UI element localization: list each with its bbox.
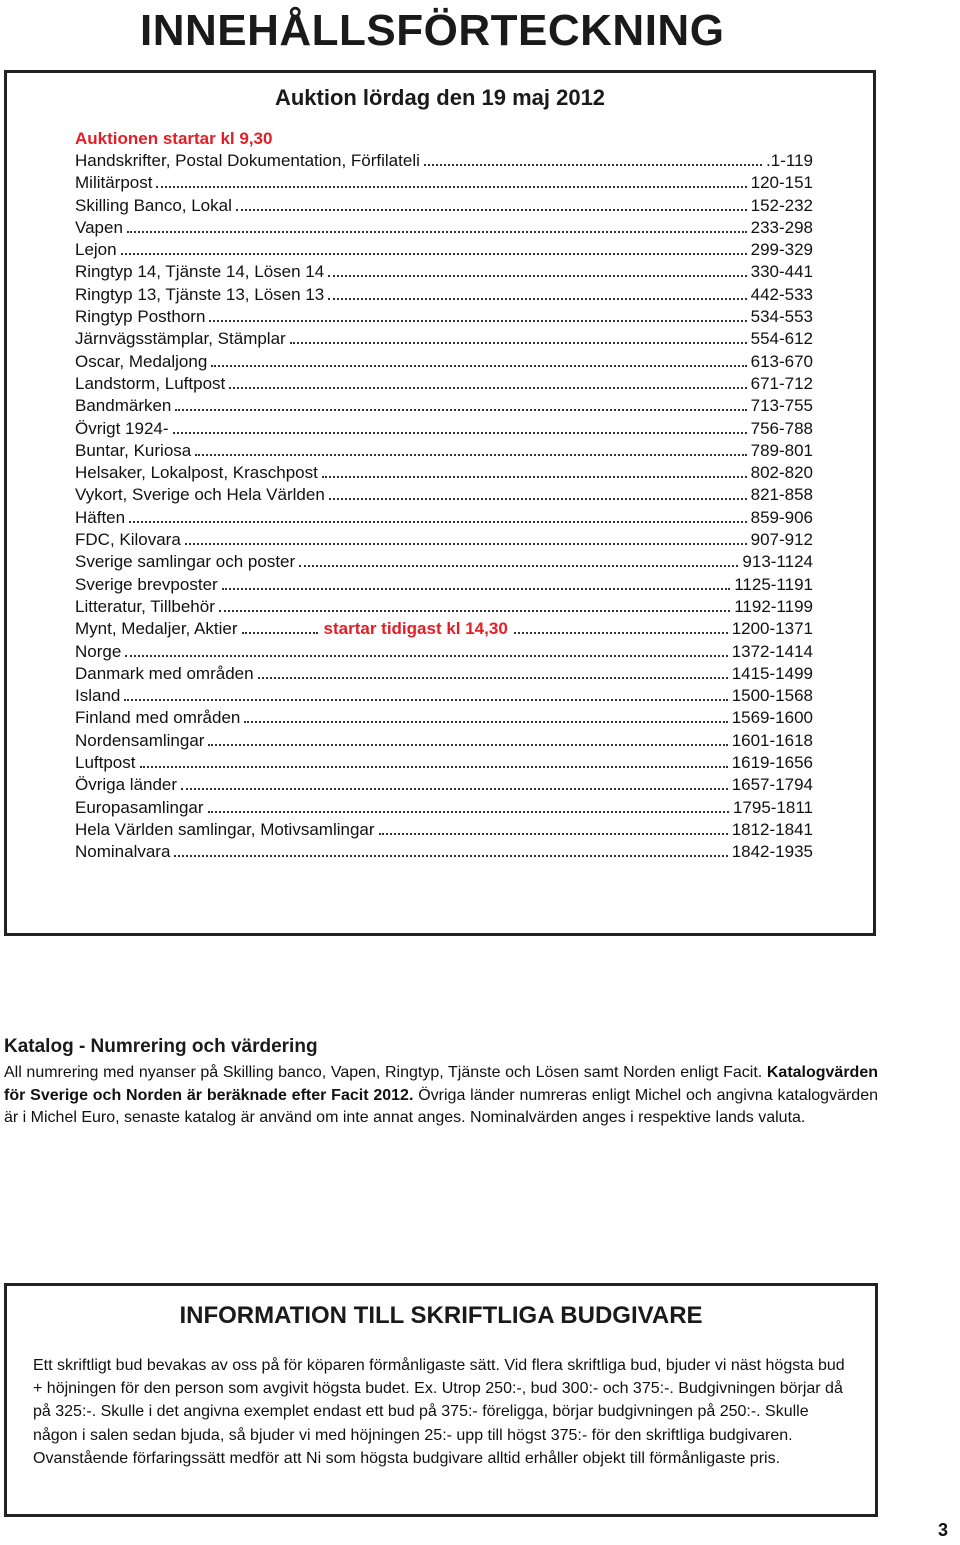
info-box [4, 1283, 878, 1517]
dot-leader [290, 342, 747, 344]
page-number: 3 [938, 1520, 949, 1540]
dot-leader [125, 655, 727, 657]
toc-label: Finland med områden [75, 708, 241, 728]
toc-label: Nominalvara [75, 842, 171, 862]
dot-leader [140, 766, 728, 768]
dot-leader [328, 298, 746, 300]
toc-range: 1657-1794 [731, 775, 813, 795]
toc-label: Hela Världen samlingar, Motivsamlingar [75, 819, 375, 839]
toc-row [75, 329, 813, 351]
toc-label: Övriga länder [75, 775, 178, 795]
toc-row [75, 419, 813, 441]
toc-row [75, 196, 813, 218]
toc-label: Häften [75, 507, 126, 527]
toc-range: 442-533 [750, 284, 813, 304]
dot-leader [195, 454, 746, 456]
toc-range: 802-820 [750, 463, 813, 483]
toc-range: 756-788 [750, 418, 813, 438]
toc-range: 907-912 [750, 530, 813, 550]
page-title: INNEHÅLLSFÖRTECKNING [140, 6, 725, 55]
toc-label: Militärpost [75, 173, 153, 193]
dot-leader [244, 721, 727, 723]
katalog-section [4, 1036, 878, 1130]
toc-label: FDC, Kilovara [75, 530, 181, 550]
toc-label: Luftpost [75, 753, 136, 773]
dot-leader [181, 788, 728, 790]
toc-row [75, 285, 813, 307]
toc-row [75, 151, 813, 173]
katalog-text-before: All numrering med nyanser på Skilling banco, Vapen, Ringtyp, Tjänste och Lösen samt Norden enligt Facit. [4, 1064, 767, 1081]
toc-label: Litteratur, Tillbehör [75, 596, 215, 616]
toc-label: Mynt, Medaljer, Aktier [75, 619, 238, 639]
toc-range: 1795-1811 [732, 797, 813, 817]
dot-leader [322, 476, 747, 478]
toc-label: Ringtyp 14, Tjänste 14, Lösen 14 [75, 262, 325, 282]
toc-row [75, 530, 813, 552]
dot-leader [211, 365, 746, 367]
toc-label: Europasamlingar [75, 797, 204, 817]
toc-row [75, 396, 813, 418]
dot-leader [329, 498, 747, 500]
dot-leader [514, 632, 728, 634]
toc-range: 1842-1935 [731, 842, 813, 862]
toc-row [75, 798, 813, 820]
toc-row [75, 775, 813, 797]
toc-range: 671-712 [750, 373, 813, 393]
dot-leader [299, 565, 738, 567]
dot-leader [185, 543, 747, 545]
toc-label: Norge [75, 641, 122, 661]
dot-leader [379, 833, 728, 835]
dot-leader [175, 409, 746, 411]
katalog-text-after: Övriga länder numreras enligt Michel och angivna katalogvärden är i Michel Euro, senaste katalog är använd om inte annat anges. Nominalvärden anges i respektive lands valuta. [4, 1086, 878, 1126]
toc-range: 1415-1499 [731, 663, 813, 683]
toc-range: 1125-1191 [734, 574, 813, 594]
dot-leader [209, 320, 746, 322]
toc-range: .1-119 [766, 151, 813, 170]
toc-label: Buntar, Kuriosa [75, 440, 192, 460]
toc-label: Vapen [75, 217, 123, 237]
toc-range: 1500-1568 [731, 686, 813, 706]
toc-row [75, 708, 813, 730]
toc-row [75, 307, 813, 329]
toc-row [75, 753, 813, 775]
dot-leader [242, 632, 318, 634]
toc-range: 1200-1371 [731, 619, 813, 639]
toc-range: 1569-1600 [731, 708, 813, 728]
toc-range: 233-298 [750, 217, 813, 237]
toc-label: Helsaker, Lokalpost, Kraschpost [75, 463, 318, 483]
toc-list [75, 151, 813, 865]
toc-label: Danmark med områden [75, 663, 254, 683]
toc-row [75, 485, 813, 507]
toc-range: 299-329 [750, 240, 813, 260]
toc-row [75, 463, 813, 485]
toc-label: Bandmärken [75, 396, 172, 416]
toc-label: Skilling Banco, Lokal [75, 195, 232, 215]
toc-range: 554-612 [750, 329, 813, 349]
toc-row [75, 508, 813, 530]
toc-row [75, 686, 813, 708]
toc-range: 859-906 [750, 507, 813, 527]
toc-range: 613-670 [750, 351, 813, 371]
auction-start-note: Auktionen startar kl 9,30 [75, 129, 273, 148]
dot-leader [229, 387, 746, 389]
dot-leader [222, 588, 731, 590]
dot-leader [174, 855, 727, 857]
toc-label: Sverige brevposter [75, 574, 218, 594]
toc-label: Sverige samlingar och poster [75, 552, 296, 572]
toc-range: 534-553 [750, 307, 813, 327]
dot-leader [208, 744, 727, 746]
dot-leader [219, 610, 730, 612]
toc-label: Island [75, 686, 121, 706]
toc-row [75, 664, 813, 686]
dot-leader [208, 811, 729, 813]
toc-range: 1619-1656 [731, 753, 813, 773]
toc-row [75, 842, 813, 864]
info-text: Ett skriftligt bud bevakas av oss på för köparen förmånligaste sätt. Vid flera skriftliga bud, bjuder vi näst högsta bud + höjningen för den person som avgivit högsta budet. Ex. Utrop 250:-, bud 300:- och 375:-. Budgivningen börjar då på 325:-. Skulle i det angivna exemplet endast ett bud på 375:- föreligga, börjar budgivningen på 250:-. Skulle någon i salen sedan bjuda, så bjuder vi med höjningen 25:- upp till högst 375:- för den skriftliga budgivaren. Ovanstående förfaringssätt medför att Ni som högsta budgivare alltid erhåller objekt till förmånligaste pris. [33, 1357, 845, 1467]
toc-row [75, 441, 813, 463]
toc-label: Vykort, Sverige och Hela Världen [75, 485, 325, 505]
toc-label: Oscar, Medaljong [75, 351, 208, 371]
dot-leader [236, 209, 747, 211]
dot-leader [328, 275, 746, 277]
toc-row [75, 262, 813, 284]
toc-label: Nordensamlingar [75, 730, 205, 750]
toc-label: Ringtyp Posthorn [75, 307, 206, 327]
toc-row [75, 374, 813, 396]
katalog-text [4, 1062, 878, 1130]
toc-row [75, 820, 813, 842]
toc-row [75, 575, 813, 597]
toc-row [75, 352, 813, 374]
katalog-text-bold: Katalogvärden för Sverige och Norden är beräknade efter Facit 2012. [4, 1064, 878, 1104]
toc-range: 1192-1199 [734, 596, 813, 616]
toc-label: Lejon [75, 240, 117, 260]
dot-leader [121, 253, 747, 255]
toc-inline-note: startar tidigast kl 14,30 [323, 619, 508, 639]
toc-label: Handskrifter, Postal Dokumentation, Förfilateli [75, 151, 420, 170]
table-of-contents [4, 70, 876, 936]
toc-range: 1812-1841 [731, 819, 813, 839]
toc-range: 330-441 [750, 262, 813, 282]
katalog-heading: Katalog - Numrering och värdering [4, 1036, 318, 1057]
toc-range: 789-801 [750, 440, 813, 460]
toc-row [75, 597, 813, 619]
toc-row [75, 240, 813, 262]
toc-row [75, 619, 813, 641]
dot-leader [124, 699, 727, 701]
dot-leader [127, 231, 747, 233]
toc-label: Övrigt 1924- [75, 418, 169, 438]
dot-leader [258, 677, 728, 679]
dot-leader [424, 164, 762, 166]
toc-label: Landstorm, Luftpost [75, 373, 226, 393]
toc-range: 120-151 [750, 173, 813, 193]
toc-range: 821-858 [750, 485, 813, 505]
toc-row [75, 173, 813, 195]
toc-range: 913-1124 [742, 552, 813, 572]
toc-label: Ringtyp 13, Tjänste 13, Lösen 13 [75, 284, 325, 304]
toc-range: 1372-1414 [731, 641, 813, 661]
toc-row [75, 642, 813, 664]
dot-leader [173, 432, 747, 434]
toc-row [75, 218, 813, 240]
toc-row [75, 552, 813, 574]
toc-range: 152-232 [750, 195, 813, 215]
dot-leader [129, 521, 747, 523]
toc-row [75, 731, 813, 753]
auction-heading: Auktion lördag den 19 maj 2012 [274, 85, 606, 110]
dot-leader [156, 186, 746, 188]
toc-range: 1601-1618 [731, 730, 813, 750]
toc-range: 713-755 [750, 396, 813, 416]
info-heading: INFORMATION TILL SKRIFTLIGA BUDGIVARE [179, 1302, 703, 1329]
toc-label: Järnvägsstämplar, Stämplar [75, 329, 286, 349]
